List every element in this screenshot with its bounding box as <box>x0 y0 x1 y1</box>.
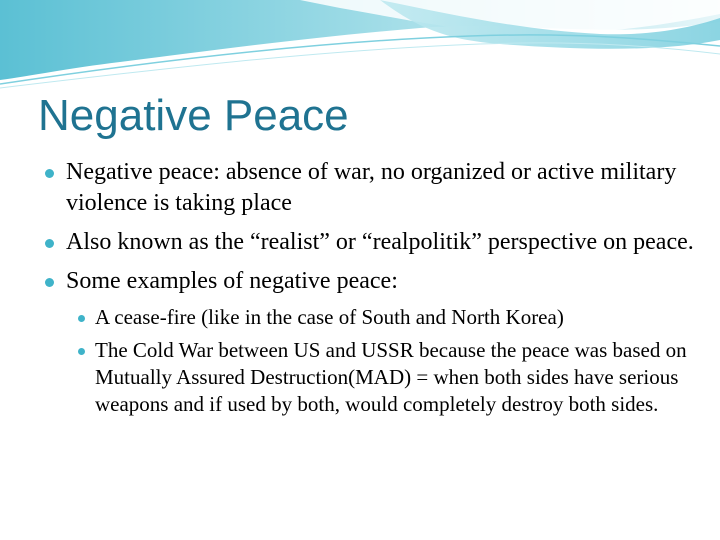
bullet-item <box>44 157 694 219</box>
sub-bullet-dot-icon <box>78 348 85 355</box>
bullet-dot-icon <box>45 169 54 178</box>
bullet-dot-icon <box>45 239 54 248</box>
bullet-text: Also known as the “realist” or “realpolitik” perspective on peace. <box>66 229 694 255</box>
sub-bullet-list <box>66 304 694 418</box>
bullet-item <box>44 227 694 258</box>
sub-bullet-text: A cease-fire (like in the case of South and North Korea) <box>95 305 564 329</box>
sub-bullet-item <box>66 304 694 331</box>
header-wave-decoration <box>0 0 720 90</box>
bullet-item <box>44 266 694 418</box>
bullet-text: Some examples of negative peace: <box>66 268 398 294</box>
sub-bullet-dot-icon <box>78 315 85 322</box>
bullet-text: Negative peace: absence of war, no organized or active military violence is taking place <box>66 159 677 216</box>
bullet-list <box>44 157 694 426</box>
sub-bullet-item <box>66 337 694 418</box>
slide-title: Negative Peace <box>38 91 349 140</box>
sub-bullet-text: The Cold War between US and USSR because the peace was based on Mutually Assured Destruction(MAD) = when both sides have serious weapons and if used by both, would completely destroy both sides. <box>95 338 687 416</box>
bullet-dot-icon <box>45 278 54 287</box>
